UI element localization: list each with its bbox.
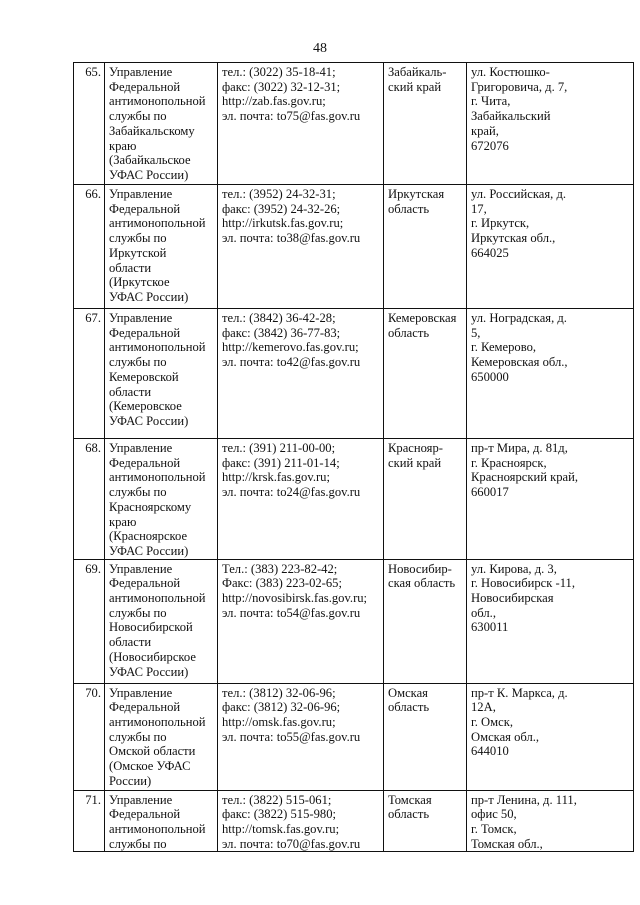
office-name-cell — [105, 309, 218, 439]
office-name-line: Управление — [109, 65, 173, 79]
office-name-line: УФАС России) — [109, 664, 189, 679]
office-contacts-line: эл. почта: to70@fas.gov.ru — [222, 836, 361, 851]
office-contacts-cell — [218, 683, 384, 790]
office-address-line: 12А, — [471, 700, 496, 715]
office-name-line: (Красноярское — [109, 529, 188, 544]
office-name-line: Федеральной — [109, 79, 181, 94]
office-name-line: Управление — [109, 792, 173, 807]
office-name-line: (Омское УФАС — [109, 759, 191, 774]
office-address-line: г. Красноярск, — [471, 455, 547, 470]
table-row — [74, 439, 634, 560]
row-number-cell: 65. — [74, 63, 105, 185]
office-contacts-line: http://kemerovo.fas.gov.ru; — [222, 340, 359, 355]
office-address-line: Кемеровская обл., — [471, 355, 568, 370]
office-region-line: Кемеровская — [388, 311, 457, 325]
office-region-line: ская область — [388, 576, 456, 591]
office-address-line: Томская обл., — [471, 836, 543, 851]
office-contacts-line: http://zab.fas.gov.ru; — [222, 94, 326, 109]
office-name-line: службы по — [109, 836, 167, 851]
office-name-line: службы по — [109, 109, 167, 124]
office-name-line: (Кемеровское — [109, 399, 182, 414]
row-number-cell: 68. — [74, 439, 105, 560]
page-number: 48 — [313, 41, 327, 56]
office-address-line: 644010 — [471, 744, 509, 759]
office-address-line: г. Новосибирск -11, — [471, 576, 576, 591]
office-name-line: антимонопольной — [109, 715, 206, 730]
office-address-line: офис 50, — [471, 807, 517, 822]
office-address-line: г. Омск, — [471, 715, 513, 730]
office-address-line: 630011 — [471, 620, 509, 635]
office-region-line: Томская — [388, 792, 432, 807]
office-address-line: Красноярский край, — [471, 470, 578, 485]
row-number-cell: 69. — [74, 559, 105, 683]
office-contacts-line: Тел.: (383) 223-82-42; — [222, 561, 338, 576]
office-contacts-cell — [218, 559, 384, 683]
office-contacts-line: http://irkutsk.fas.gov.ru; — [222, 216, 344, 231]
office-region-line: область — [388, 807, 430, 822]
office-name-line: Омской области — [109, 744, 196, 759]
office-name-line: Федеральной — [109, 576, 181, 591]
office-name-line: антимонопольной — [109, 340, 206, 355]
office-contacts-cell — [218, 185, 384, 309]
office-contacts-cell — [218, 439, 384, 560]
office-name-line: Федеральной — [109, 325, 181, 340]
office-contacts-line: тел.: (3842) 36-42-28; — [222, 311, 336, 325]
office-address-line: Григоровича, д. 7, — [471, 79, 568, 94]
office-contacts-cell — [218, 309, 384, 439]
office-contacts-line: факс: (3022) 32-12-31; — [222, 79, 341, 94]
office-contacts-line: http://omsk.fas.gov.ru; — [222, 715, 336, 730]
office-name-cell — [105, 559, 218, 683]
office-address-line: г. Кемерово, — [471, 340, 537, 355]
office-address-line: 660017 — [471, 485, 509, 500]
office-name-line: службы по — [109, 605, 167, 620]
office-contacts-cell — [218, 790, 384, 852]
office-name-cell — [105, 683, 218, 790]
office-region-line: Краснояр- — [388, 441, 443, 455]
office-contacts-line: эл. почта: to38@fas.gov.ru — [222, 231, 361, 246]
office-name-line: Иркутской — [109, 245, 167, 260]
row-number-cell: 67. — [74, 309, 105, 439]
office-name-line: Федеральной — [109, 455, 181, 470]
office-contacts-line: эл. почта: to54@fas.gov.ru — [222, 605, 361, 620]
office-contacts-line: факс: (391) 211-01-14; — [222, 455, 340, 470]
office-contacts-cell — [218, 63, 384, 185]
office-address-line: Иркутская обл., — [471, 231, 556, 246]
office-address-line: Омская обл., — [471, 729, 540, 744]
office-contacts-line: тел.: (3952) 24-32-31; — [222, 187, 336, 201]
office-address-cell — [467, 683, 634, 790]
office-contacts-line: факс: (3842) 36-77-83; — [222, 325, 341, 340]
office-address-cell — [467, 185, 634, 309]
office-name-line: краю — [109, 138, 137, 153]
office-name-line: Управление — [109, 685, 173, 700]
row-number-cell: 66. — [74, 185, 105, 309]
office-contacts-line: тел.: (3022) 35-18-41; — [222, 65, 336, 79]
office-contacts-line: http://tomsk.fas.gov.ru; — [222, 822, 340, 837]
office-name-line: Управление — [109, 187, 173, 201]
office-name-cell — [105, 185, 218, 309]
office-name-cell — [105, 63, 218, 185]
office-name-line: России) — [109, 773, 152, 788]
office-region-line: ский край — [388, 79, 442, 94]
office-name-line: Управление — [109, 561, 173, 576]
office-region-line: ский край — [388, 455, 442, 470]
office-address-line: пр-т Ленина, д. 111, — [471, 792, 577, 807]
table-row — [74, 790, 634, 852]
office-address-line: край, — [471, 123, 499, 138]
office-name-line: УФАС России) — [109, 289, 189, 304]
office-name-line: (Иркутское — [109, 275, 170, 290]
office-address-line: Новосибирская — [471, 591, 554, 606]
office-address-cell — [467, 63, 634, 185]
office-name-line: области — [109, 384, 152, 399]
office-region-line: область — [388, 201, 430, 216]
office-name-line: УФАС России) — [109, 413, 189, 428]
office-name-line: службы по — [109, 355, 167, 370]
row-number-cell: 70. — [74, 683, 105, 790]
table-row — [74, 185, 634, 309]
office-region-cell — [384, 309, 467, 439]
office-address-line: 672076 — [471, 138, 509, 153]
office-address-line: ул. Кирова, д. 3, — [471, 561, 557, 576]
table-row — [74, 683, 634, 790]
office-contacts-line: http://krsk.fas.gov.ru; — [222, 470, 330, 485]
fas-offices-table — [73, 62, 634, 852]
office-contacts-line: факс: (3952) 24-32-26; — [222, 201, 341, 216]
office-region-line: Новосибир- — [388, 561, 452, 576]
office-name-line: антимонопольной — [109, 470, 206, 485]
office-contacts-line: факс: (3822) 515-980; — [222, 807, 336, 822]
office-name-line: службы по — [109, 729, 167, 744]
office-name-line: Управление — [109, 441, 173, 455]
office-name-line: Федеральной — [109, 201, 181, 216]
office-name-line: Управление — [109, 311, 173, 325]
office-address-line: ул. Костюшко- — [471, 65, 550, 79]
office-region-cell — [384, 185, 467, 309]
office-address-cell — [467, 790, 634, 852]
office-address-line: 650000 — [471, 369, 509, 384]
office-name-cell — [105, 790, 218, 852]
office-name-line: УФАС России) — [109, 167, 189, 182]
office-name-line: Кемеровской — [109, 369, 179, 384]
office-name-line: краю — [109, 514, 137, 529]
office-address-line: ул. Российская, д. — [471, 187, 567, 201]
office-region-line: Омская — [388, 685, 428, 700]
office-contacts-line: тел.: (391) 211-00-00; — [222, 441, 336, 455]
office-contacts-line: http://novosibirsk.fas.gov.ru; — [222, 591, 368, 606]
office-contacts-line: тел.: (3822) 515-061; — [222, 792, 332, 807]
office-address-cell — [467, 559, 634, 683]
office-contacts-line: эл. почта: to42@fas.gov.ru — [222, 355, 361, 370]
office-address-line: 17, — [471, 201, 487, 216]
office-address-line: обл., — [471, 605, 496, 620]
office-region-line: Забайкаль- — [388, 65, 447, 79]
office-name-line: области — [109, 260, 152, 275]
office-name-line: Федеральной — [109, 807, 181, 822]
office-name-line: службы по — [109, 231, 167, 246]
office-contacts-line: эл. почта: to24@fas.gov.ru — [222, 485, 361, 500]
office-address-line: ул. Ноградская, д. — [471, 311, 567, 325]
office-name-line: Федеральной — [109, 700, 181, 715]
office-contacts-line: эл. почта: to75@fas.gov.ru — [222, 109, 361, 124]
office-address-line: г. Иркутск, — [471, 216, 530, 231]
office-name-line: области — [109, 635, 152, 650]
office-region-line: область — [388, 325, 430, 340]
office-contacts-line: Факс: (383) 223-02-65; — [222, 576, 342, 591]
office-name-line: антимонопольной — [109, 216, 206, 231]
row-number-cell: 71. — [74, 790, 105, 852]
office-address-line: г. Чита, — [471, 94, 511, 109]
office-address-line: пр-т К. Маркса, д. — [471, 685, 568, 700]
office-name-line: Новосибирской — [109, 620, 193, 635]
office-name-line: антимонопольной — [109, 822, 206, 837]
office-contacts-line: факс: (3812) 32-06-96; — [222, 700, 341, 715]
office-name-line: службы по — [109, 485, 167, 500]
office-name-line: (Новосибирское — [109, 649, 196, 664]
office-name-line: Забайкальскому — [109, 123, 195, 138]
office-name-line: антимонопольной — [109, 591, 206, 606]
office-address-line: 5, — [471, 325, 481, 340]
office-address-cell — [467, 439, 634, 560]
office-address-line: пр-т Мира, д. 81д, — [471, 441, 568, 455]
office-region-cell — [384, 790, 467, 852]
office-region-line: Иркутская — [388, 187, 445, 201]
table-row — [74, 559, 634, 683]
office-address-line: г. Томск, — [471, 822, 517, 837]
office-address-line: 664025 — [471, 245, 509, 260]
office-address-cell — [467, 309, 634, 439]
office-contacts-line: тел.: (3812) 32-06-96; — [222, 685, 336, 700]
office-name-line: антимонопольной — [109, 94, 206, 109]
table-row — [74, 309, 634, 439]
table-row — [74, 63, 634, 185]
office-region-line: область — [388, 700, 430, 715]
office-name-line: УФАС России) — [109, 543, 189, 558]
office-region-cell — [384, 63, 467, 185]
office-name-line: Красноярскому — [109, 499, 192, 514]
office-address-line: Забайкальский — [471, 109, 551, 124]
office-contacts-line: эл. почта: to55@fas.gov.ru — [222, 729, 361, 744]
office-region-cell — [384, 559, 467, 683]
office-region-cell — [384, 683, 467, 790]
office-name-line: (Забайкальское — [109, 153, 191, 168]
office-name-cell — [105, 439, 218, 560]
office-region-cell — [384, 439, 467, 560]
